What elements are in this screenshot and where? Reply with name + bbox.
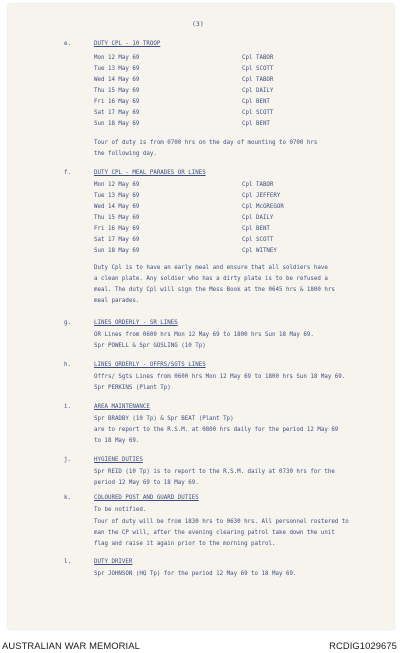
section-body: Spr REID (10 Tp) is to report to the R.S.M. daily at 0730 hrs for the <box>94 469 335 475</box>
roster-day: Sat 17 May 69 <box>94 110 140 116</box>
roster-day: Wed 14 May 69 <box>94 77 140 83</box>
roster-day: Fri 16 May 69 <box>94 99 140 105</box>
roster-day: Tue 13 May 69 <box>94 193 140 199</box>
section-letter: f. <box>64 170 71 176</box>
roster-day: Mon 12 May 69 <box>94 182 140 188</box>
section-note: a clean plate. Any soldier who has a dirty plate is to be refused a <box>94 276 328 282</box>
footer-institution: AUSTRALIAN WAR MEMORIAL <box>2 640 140 651</box>
footer-record-id: RCDIG1029675 <box>329 640 397 651</box>
section-body: period 12 May 69 to 18 May 69. <box>94 480 199 486</box>
roster-day: Tue 13 May 69 <box>94 66 140 72</box>
section-heading: COLOURED POST AND GUARD DUTIES <box>94 495 199 501</box>
section-heading: HYGIENE DUTIES <box>94 457 143 463</box>
section-letter: g. <box>64 320 71 326</box>
roster-name: Cpl DAILY <box>242 215 274 221</box>
section-body: are to report to the R.S.M. at 0800 hrs daily for the period 12 May 69 <box>94 427 339 433</box>
roster-name: Cpl SCOTT <box>242 110 274 116</box>
section-heading: AREA MAINTENANCE <box>94 404 150 410</box>
section-heading: DUTY CPL - 10 TROOP <box>94 41 161 47</box>
section-note: Tour of duty is from 0700 hrs on the day of mounting to 0700 hrs <box>94 140 318 146</box>
section-body: to 18 May 69. <box>94 438 140 444</box>
roster-day: Wed 14 May 69 <box>94 204 140 210</box>
section-body: Spr BRADBY (10 Tp) & Spr BEAT (Plant Tp) <box>94 416 234 422</box>
section-body: Spr PERKINS (Plant Tp) <box>94 385 171 391</box>
section-body: OR Lines from 0600 hrs Mon 12 May 69 to 1800 hrs Sun 18 May 69. <box>94 332 314 338</box>
roster-day: Fri 16 May 69 <box>94 226 140 232</box>
roster-name: Cpl BENT <box>242 226 270 232</box>
section-heading: DUTY DRIVER <box>94 559 133 565</box>
roster-day: Sat 17 May 69 <box>94 237 140 243</box>
roster-name: Cpl BENT <box>242 121 270 127</box>
roster-day: Thu 15 May 69 <box>94 215 140 221</box>
section-body: Spr POWELL & Spr GOSLING (10 Tp) <box>94 343 206 349</box>
roster-name: Cpl TABOR <box>242 182 274 188</box>
page-number: (3) <box>192 20 204 28</box>
roster-name: Cpl SCOTT <box>242 66 274 72</box>
section-body: man the CP will, after the evening clearing patrol take down the unit <box>94 530 335 536</box>
roster-day: Sun 18 May 69 <box>94 248 140 254</box>
section-note: meal. The duty Cpl will sign the Mess Book at the 0645 hrs & 1800 hrs <box>94 287 335 293</box>
roster-name: Cpl SCOTT <box>242 237 274 243</box>
roster-name: Cpl TABOR <box>242 77 274 83</box>
roster-day: Sun 18 May 69 <box>94 121 140 127</box>
section-letter: h. <box>64 362 71 368</box>
section-body: Spr JOHNSON (HQ Tp) for the period 12 May 69 to 18 May 69. <box>94 571 297 577</box>
section-note: Duty Cpl is to have an early meal and ensure that all soldiers have <box>94 265 328 271</box>
section-letter: k. <box>64 495 71 501</box>
section-letter: l. <box>64 559 71 565</box>
section-body: Tour of duty will be from 1830 hrs to 0630 hrs. All personnel rostered to <box>94 519 349 525</box>
section-body: To be notified. <box>94 507 147 513</box>
section-letter: e. <box>64 41 71 47</box>
roster-name: Cpl DAILY <box>242 88 274 94</box>
section-heading: LINES ORDERLY - SR LINES <box>94 320 178 326</box>
section-note: the following day. <box>94 151 157 157</box>
roster-name: Cpl BENT <box>242 99 270 105</box>
roster-day: Mon 12 May 69 <box>94 55 140 61</box>
roster-name: Cpl WITNEY <box>242 248 277 254</box>
section-note: meal parades. <box>94 298 140 304</box>
section-body: Offrs/ Sgts Lines from 0600 hrs Mon 12 May 69 to 1800 hrs Sun 18 May 69. <box>94 374 346 380</box>
roster-name: Cpl JEFFERY <box>242 193 281 199</box>
section-letter: i. <box>64 404 71 410</box>
section-heading: LINES ORDERLY - OFFRS/SGTS LINES <box>94 362 206 368</box>
roster-day: Thu 15 May 69 <box>94 88 140 94</box>
section-body: flag and raise it again prior to the morning patrol. <box>94 541 276 547</box>
section-heading: DUTY CPL - MEAL PARADES OR LINES <box>94 170 206 176</box>
roster-name: Cpl McGREGOR <box>242 204 284 210</box>
section-letter: j. <box>64 457 71 463</box>
roster-name: Cpl TABOR <box>242 55 274 61</box>
